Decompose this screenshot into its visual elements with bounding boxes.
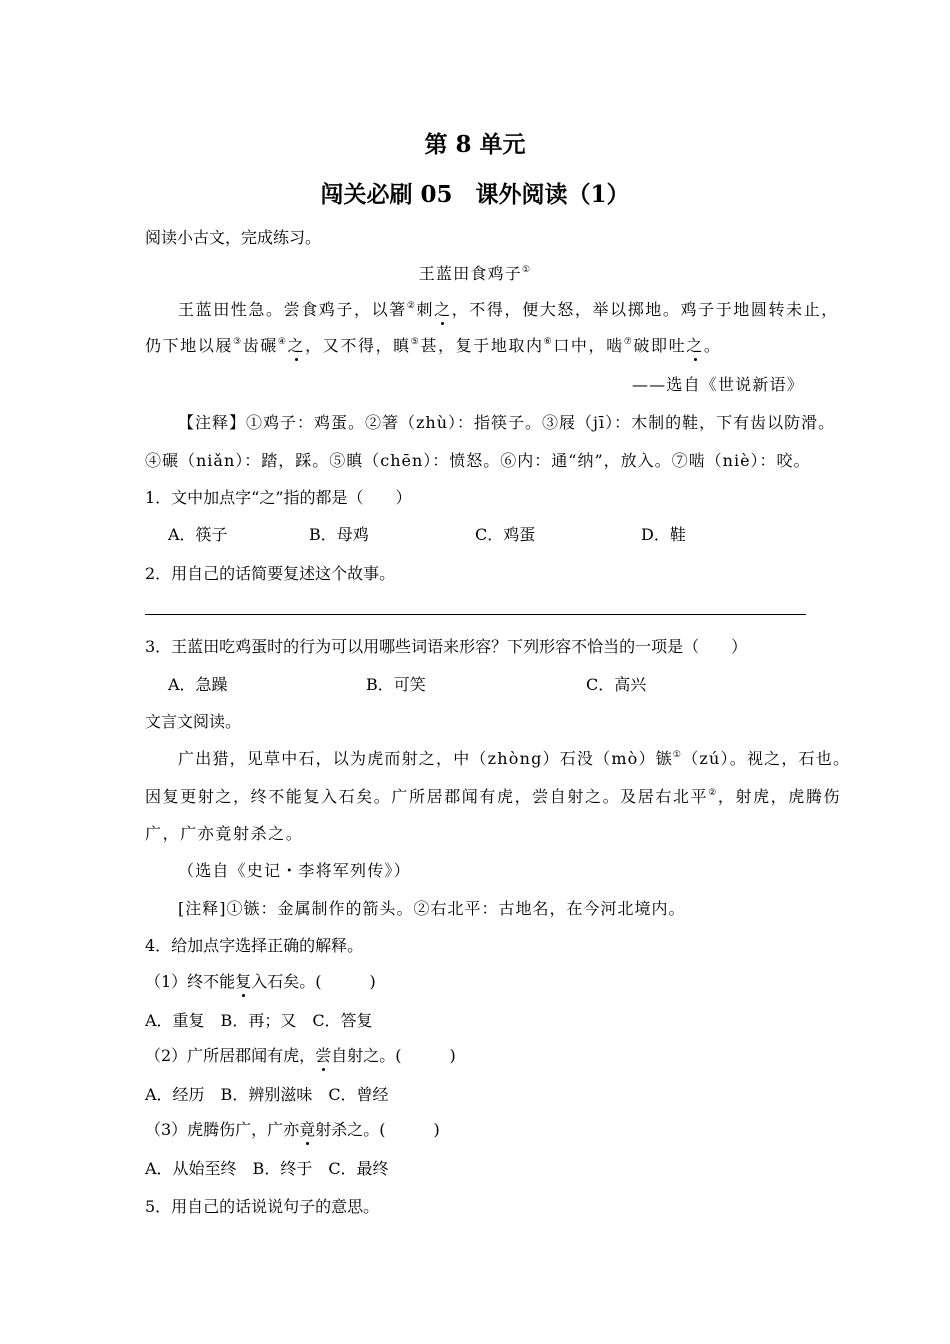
passage-title-text: 王蓝田食鸡子 (418, 264, 522, 283)
passage-line (178, 746, 850, 769)
passage-title (0, 261, 950, 284)
note-mark: ③ (233, 337, 243, 347)
source-citation: （选自《史记・李将军列传》） (178, 861, 411, 880)
sub-options-2: A．经历 B．辨别滋味 C．曾经 (145, 1085, 389, 1104)
text-run: 刺 (416, 300, 435, 319)
text-run: 入石矣。( ) (251, 972, 376, 991)
question-1: 1．文中加点字“之”指的都是（ ） (145, 488, 412, 507)
note-mark: ④ (277, 337, 288, 347)
notes-line: ④碾（niǎn）：踏，踩。⑤瞋（chēn）：愤怒。⑥内：通“纳”，放入。⑦啮（niè）：咬。 (145, 451, 811, 470)
text-run: 破即吐 (633, 336, 687, 355)
page-title: 闯关必刷 05 课外阅读（1） (320, 181, 630, 208)
unit-title: 第 8 单元 (424, 131, 526, 158)
question-2: 2．用自己的话简要复述这个故事。 (145, 564, 396, 583)
passage-title-note: ① (521, 265, 532, 275)
source-citation: ——选自《世说新语》 (631, 375, 804, 394)
passage-line (178, 297, 839, 320)
option-b: B．可笑 (366, 675, 426, 694)
text-run: （2）广所居郡闻有虎， (145, 1046, 316, 1065)
dotted-char: 之 (434, 297, 452, 320)
text-run: 甚，复于地取内 (420, 336, 544, 355)
text-run: 口中，啮 (553, 336, 624, 355)
sub-options-1: A．重复 B．再；又 C．答复 (145, 1011, 373, 1030)
text-run: （1）终不能 (145, 972, 236, 991)
text-run: （3）虎腾伤广，广亦 (145, 1120, 300, 1139)
passage-line (145, 784, 841, 807)
text-run: ，又不得，瞋 (305, 336, 411, 355)
option-a: A．急躁 (168, 675, 228, 694)
answer-line[interactable] (145, 614, 806, 615)
notes-line: [注释]①镞：金属制作的箭头。②右北平：古地名，在今河北境内。 (178, 899, 686, 918)
note-mark: ⑥ (543, 337, 554, 347)
dotted-char: 尝 (315, 1043, 331, 1066)
option-b: B．母鸡 (309, 525, 369, 544)
text-run: 王蓝田性急。尝食鸡子，以箸 (178, 300, 407, 319)
notes-line: 【注释】①鸡子：鸡蛋。②箸（zhù）：指筷子。③屐（jī）：木制的鞋，下有齿以防滑。 (178, 413, 836, 432)
text-run: ，不得，便大怒，举以掷地。鸡子于地圆转未止， (451, 300, 839, 319)
option-c: C．高兴 (586, 675, 647, 694)
text-run: 仍下地以屐 (145, 336, 234, 355)
option-d: D．鞋 (641, 525, 686, 544)
sub-question-3 (145, 1117, 440, 1140)
text-run: 射杀之。( ) (315, 1120, 440, 1139)
note-mark: ② (406, 301, 417, 311)
instruction-text: 文言文阅读。 (145, 712, 242, 731)
text-run: 广出猎，见草中石，以为虎而射之，中（zhòng）石没（mò）镞 (178, 749, 673, 768)
question-5: 5．用自己的话说说句子的意思。 (145, 1197, 380, 1216)
dotted-char: 复 (235, 969, 251, 992)
text-run: 齿碾 (242, 336, 278, 355)
note-mark: ⑦ (623, 337, 634, 347)
sub-options-3: A．从始至终 B．终于 C．最终 (145, 1159, 389, 1178)
note-mark: ⑤ (410, 337, 421, 347)
dotted-char: 之 (288, 333, 306, 356)
option-a: A．筷子 (168, 525, 228, 544)
sub-question-1 (145, 969, 376, 992)
text-run: 。 (703, 336, 722, 355)
note-mark: ② (708, 788, 718, 798)
text-run: 自射之。( ) (331, 1046, 456, 1065)
sub-question-2 (145, 1043, 456, 1066)
passage-line (145, 333, 721, 356)
dotted-char: 竟 (299, 1117, 315, 1140)
dotted-char: 之 (686, 333, 704, 356)
note-mark: ① (672, 750, 683, 760)
text-run: （zú）。视之，石也。 (682, 749, 851, 768)
question-4: 4．给加点字选择正确的解释。 (145, 936, 364, 955)
passage-line: 广，广亦竟射杀之。 (145, 824, 304, 843)
question-3: 3．王蓝田吃鸡蛋时的行为可以用哪些词语来形容？下列形容不恰当的一项是（ ） (145, 637, 748, 656)
option-c: C．鸡蛋 (475, 525, 536, 544)
text-run: ，射虎，虎腾伤 (717, 787, 842, 806)
instruction-text: 阅读小古文，完成练习。 (145, 228, 322, 247)
text-run: 因复更射之，终不能复入石矣。广所居郡闻有虎，尝自射之。及居右北平 (145, 787, 709, 806)
